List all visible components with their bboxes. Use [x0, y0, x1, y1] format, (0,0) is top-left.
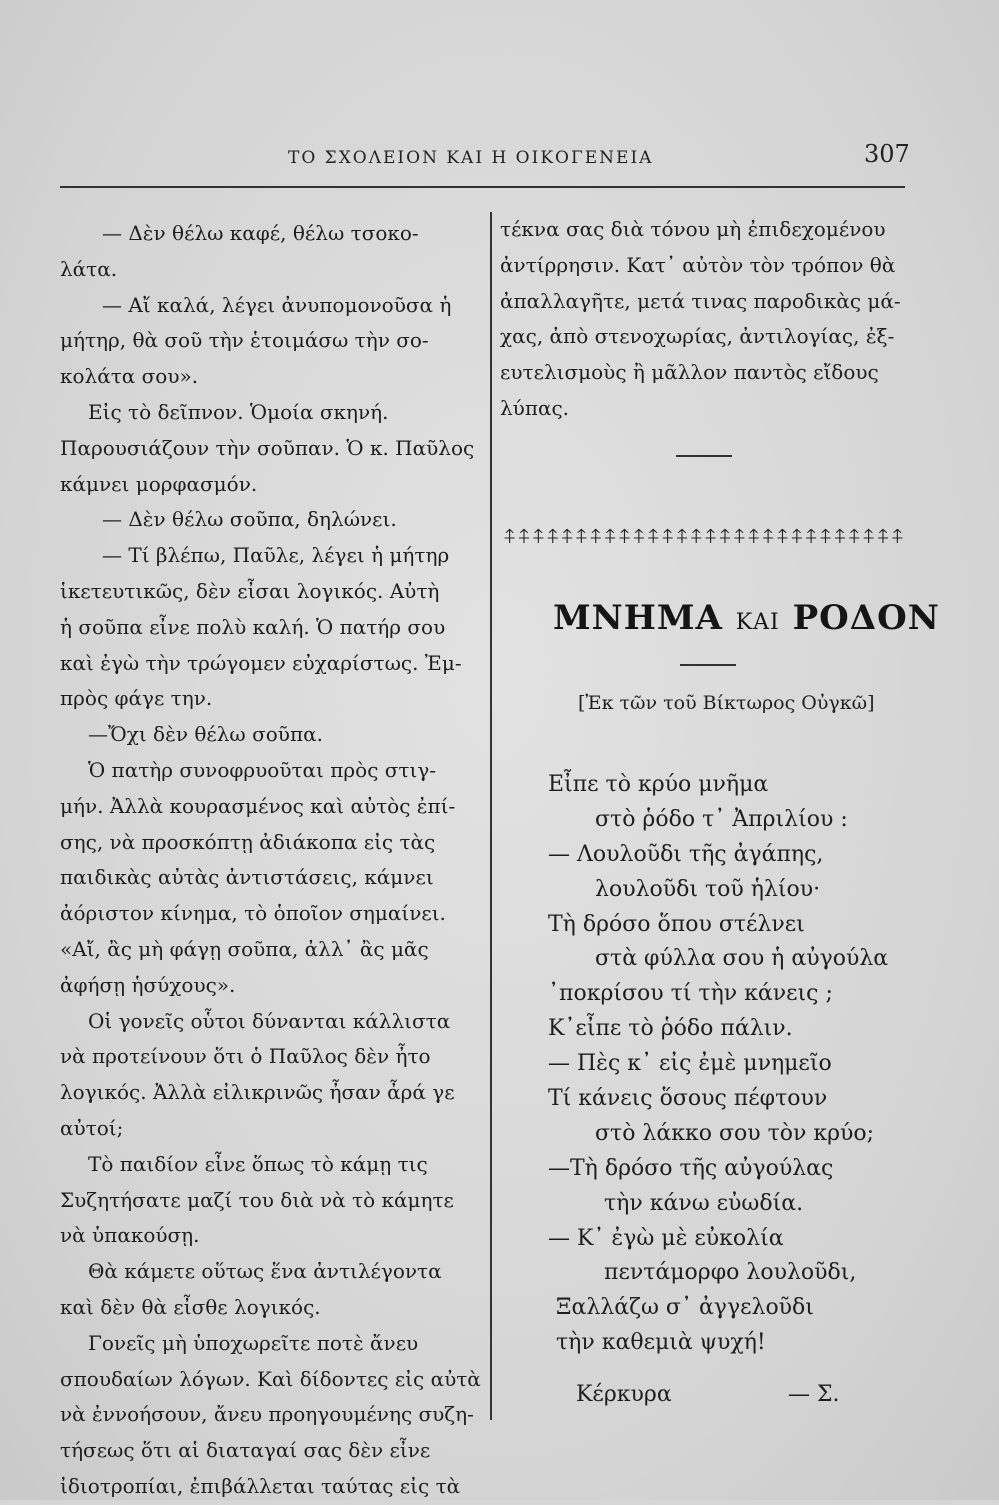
text-line: σης, νὰ προσκόπτῃ ἀδιάκοπα εἰς τὰς	[60, 829, 436, 854]
poem-line: τὴν κάνω εὐωδία.	[604, 1190, 804, 1216]
ornament-glyph: ⍏	[877, 524, 890, 548]
ornament-glyph: ⍏	[762, 524, 775, 548]
text-line: πρὸς φάγε την.	[60, 686, 213, 711]
ornament-glyph: ⍏	[518, 524, 531, 548]
text-line: λάτα.	[60, 256, 118, 281]
text-line: νὰ ὑπακούσῃ.	[60, 1223, 200, 1248]
text-line: Συζητήσατε μαζί του διὰ νὰ τὸ κάμητε	[60, 1187, 454, 1212]
text-line: λύπας.	[500, 395, 570, 420]
poem-line: Ξαλλάζω σ᾽ ἀγγελοῦδι	[556, 1295, 814, 1321]
poem-line: Τί κάνεις ὅσους πέφτουν	[548, 1086, 828, 1112]
text-line: — Αἴ καλά, λέγει ἀνυπομονοῦσα ἡ	[102, 292, 452, 317]
text-line: κολάτα σου».	[60, 364, 199, 389]
running-title: ΤΟ ΣΧΟΛΕΙΟΝ ΚΑΙ Η ΟΙΚΟΓΕΝΕΙΑ	[288, 148, 654, 168]
text-line: λογικός. Ἀλλὰ εἰλικρινῶς ἦσαν ἆρά γε	[60, 1080, 455, 1105]
poem-line: Κ᾽εἶπε τὸ ῥόδο πάλιν.	[548, 1016, 793, 1042]
ornament-glyph: ⍏	[647, 524, 660, 548]
right-column-continuation	[500, 212, 910, 427]
ornament-glyph: ⍏	[891, 524, 904, 548]
text-line: «Αἴ, ἂς μὴ φάγῃ σοῦπα, ἀλλ᾽ ἂς μᾶς	[60, 936, 429, 961]
text-line: Τὸ παιδίον εἶνε ὅπως τὸ κάμῃ τις	[88, 1151, 428, 1176]
text-line: αὐτοί;	[60, 1115, 124, 1140]
page-number: 307	[864, 140, 910, 168]
ornament-glyph: ⍏	[748, 524, 761, 548]
ornament-glyph: ⍏	[504, 524, 516, 548]
poem-line: — Πὲς κ᾽ εἰς ἐμὲ μνημεῖο	[548, 1051, 832, 1077]
text-line: — Τί βλέπω, Παῦλε, λέγει ἡ μήτηρ	[102, 543, 450, 568]
poem-line: —Τὴ δρόσο τῆς αὐγούλας	[548, 1155, 834, 1181]
poem-line: Τὴ δρόσο ὅπου στέλνει	[548, 911, 805, 937]
ornament-glyph: ⍏	[561, 524, 574, 548]
text-line: νὰ ἐννοήσουν, ἄνευ προηγουμένης συζη-	[60, 1402, 474, 1427]
section-end-rule	[676, 455, 732, 457]
text-line: μήν. Ἀλλὰ κουρασμένος καὶ αὐτὸς ἐπί-	[60, 793, 456, 818]
text-line: Παρουσιάζουν τὴν σοῦπαν. Ὁ κ. Παῦλος	[60, 435, 475, 460]
text-line: — Δὲν θέλω σοῦπα, δηλώνει.	[102, 507, 397, 532]
ornament-border	[504, 524, 904, 548]
text-line: μήτηρ, θὰ σοῦ τὴν ἑτοιμάσω τὴν σο-	[60, 328, 429, 353]
poem-line: στὸ λάκκο σου τὸν κρύο;	[595, 1120, 875, 1146]
ornament-glyph: ⍏	[618, 524, 631, 548]
text-line: καὶ δὲν θὰ εἶσθε λογικός.	[60, 1294, 321, 1319]
poem	[548, 768, 888, 1361]
ornament-glyph: ⍏	[848, 524, 861, 548]
ornament-glyph: ⍏	[575, 524, 588, 548]
text-line: ἀντίρρησιν. Κατ᾽ αὐτὸν τὸν τρόπον θὰ	[500, 252, 896, 277]
text-line: σπουδαίων λόγων. Καὶ δίδοντες εἰς αὐτὰ	[60, 1366, 481, 1391]
text-line: ευτελισμοὺς ἢ μᾶλλον παντὸς εἴδους	[500, 360, 879, 385]
poem-line: τὴν καθεμιὰ ψυχή!	[556, 1330, 766, 1356]
ornament-glyph: ⍏	[733, 524, 746, 548]
poem-attribution: [Ἐκ τῶν τοῦ Βίκτωρος Οὐγκῶ]	[578, 692, 875, 714]
text-line: τήσεως ὅτι αἱ διαταγαί σας δὲν εἶνε	[60, 1438, 431, 1463]
header-rule	[60, 186, 905, 188]
ornament-glyph: ⍏	[705, 524, 718, 548]
ornament-glyph: ⍏	[604, 524, 617, 548]
text-line: —Ὄχι δὲν θέλω σοῦπα.	[88, 722, 323, 747]
ornament-glyph: ⍏	[633, 524, 646, 548]
poem-title-conjunction: ΚΑΙ	[735, 610, 780, 635]
column-divider	[490, 212, 492, 1420]
signature-initial: — Σ.	[788, 1382, 840, 1407]
text-line: ἀόριστον κίνημα, τὸ ὁποῖον σημαίνει.	[60, 901, 446, 926]
poem-title-word: ΡΟΔΟΝ	[792, 598, 940, 638]
poem-title	[553, 598, 940, 638]
ornament-glyph: ⍏	[676, 524, 689, 548]
text-line: κάμνει μορφασμόν.	[60, 471, 258, 496]
text-line: παιδικὰς αὐτὰς ἀντιστάσεις, κάμνει	[60, 865, 434, 890]
ornament-glyph: ⍏	[719, 524, 732, 548]
text-line: Οἱ γονεῖς οὗτοι δύνανται κάλλιστα	[88, 1008, 451, 1033]
poem-line: στὸ ῥόδο τ᾽ Ἀπριλίου :	[595, 806, 848, 832]
ornament-glyph: ⍏	[805, 524, 818, 548]
text-line: — Δὲν θέλω καφέ, θέλω τσοκο-	[102, 221, 419, 245]
poem-line: — Λουλοῦδι τῆς ἀγάπης,	[548, 841, 824, 867]
poem-line: λουλοῦδι τοῦ ἡλίου·	[595, 876, 821, 902]
text-line: χας, ἀπὸ στενοχωρίας, ἀντιλογίας, ἐξ-	[500, 324, 895, 349]
left-column	[60, 216, 485, 1505]
ornament-glyph: ⍏	[661, 524, 674, 548]
text-line: ἀπαλλαγῆτε, μετά τινας παροδικὰς μά-	[500, 288, 901, 313]
poem-line: Εἶπε τὸ κρύο μνῆμα	[548, 772, 769, 797]
text-line: ἰδιοτροπίαι, ἐπιβάλλεται ταύτας εἰς τὰ	[60, 1473, 461, 1498]
text-line: ἀφήσῃ ἡσύχους».	[60, 972, 236, 997]
text-line: Θὰ κάμετε οὕτως ἕνα ἀντιλέγοντα	[88, 1259, 442, 1284]
text-line: ἱκετευτικῶς, δὲν εἶσαι λογικός. Αὐτὴ	[60, 578, 440, 603]
ornament-glyph: ⍏	[590, 524, 603, 548]
poem-line: — Κ᾽ ἐγὼ μὲ εὐκολία	[548, 1225, 784, 1251]
text-line: τέκνα σας διὰ τόνου μὴ ἐπιδεχομένου	[500, 217, 886, 241]
ornament-glyph: ⍏	[791, 524, 804, 548]
ornament-glyph: ⍏	[532, 524, 545, 548]
text-line: καὶ ἐγὼ τὴν τρώγομεν εὐχαρίστως. Ἐμ-	[60, 650, 462, 675]
ornament-glyph: ⍏	[547, 524, 560, 548]
signature-place: Κέρκυρα	[576, 1382, 672, 1407]
text-line: Γονεῖς μὴ ὑποχωρεῖτε ποτὲ ἄνευ	[88, 1330, 419, 1355]
ornament-glyph: ⍏	[862, 524, 875, 548]
poem-title-word: ΜΝΗΜΑ	[553, 598, 723, 638]
text-line: Ὁ πατὴρ συνοφρυοῦται πρὸς στιγ-	[88, 757, 437, 782]
title-rule	[680, 664, 736, 666]
text-line: νὰ προτείνουν ὅτι ὁ Παῦλος δὲν ἦτο	[60, 1044, 431, 1069]
poem-line: πεντάμορφο λουλοῦδι,	[604, 1260, 857, 1286]
text-line: Εἰς τὸ δεῖπνον. Ὁμοία σκηνή.	[88, 399, 389, 424]
poem-line: στὰ φύλλα σου ἡ αὐγούλα	[595, 946, 889, 972]
ornament-glyph: ⍏	[819, 524, 832, 548]
ornament-glyph: ⍏	[834, 524, 847, 548]
poem-line: ᾽ποκρίσου τί τὴν κάνεις ;	[548, 981, 833, 1007]
ornament-glyph: ⍏	[690, 524, 703, 548]
ornament-glyph: ⍏	[776, 524, 789, 548]
text-line: ἡ σοῦπα εἶνε πολὺ καλή. Ὁ πατήρ σου	[60, 614, 446, 639]
